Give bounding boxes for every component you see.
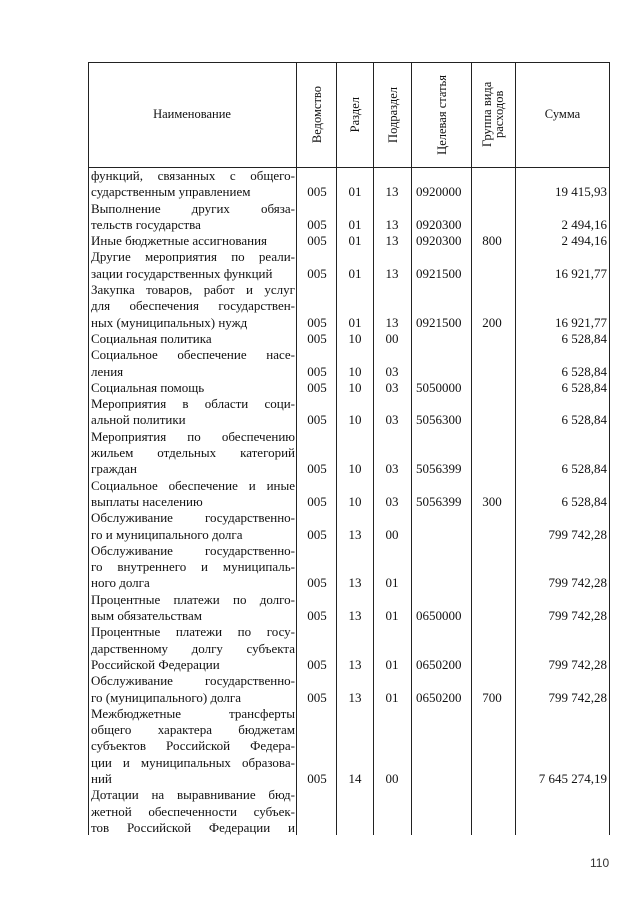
cell-celevaya: 0650200	[416, 689, 462, 705]
table-row	[88, 706, 610, 787]
cell-summa: 6 528,84	[561, 412, 607, 428]
table-row	[88, 478, 610, 511]
row-name-line: дарственному долгу субъекта	[91, 640, 295, 656]
cell-podrazdel: 13	[385, 233, 399, 249]
cell-summa: 7 645 274,19	[538, 770, 607, 786]
row-name	[88, 396, 295, 429]
row-name-line: Обслуживание государственно-	[91, 673, 295, 689]
row-name	[88, 331, 295, 347]
table-row	[88, 168, 610, 201]
row-name-line: Иные бюджетные ассигнования	[91, 233, 268, 249]
cell-celevaya: 0650200	[416, 656, 462, 672]
page-number: 110	[590, 856, 610, 870]
cell-celevaya: 5056399	[416, 493, 462, 509]
table-row	[88, 787, 610, 836]
cell-celevaya: 0920300	[416, 233, 462, 249]
cell-ved: 005	[307, 526, 327, 542]
cell-summa: 6 528,84	[561, 493, 607, 509]
cell-razdel: 13	[348, 526, 362, 542]
cell-ved: 005	[307, 265, 327, 281]
cell-celevaya: 5056399	[416, 461, 462, 477]
row-name-line: Процентные платежи по долго-	[91, 591, 295, 607]
cell-razdel: 10	[348, 363, 362, 379]
table-row	[88, 510, 610, 543]
cell-summa: 799 742,28	[548, 526, 607, 542]
row-name	[88, 624, 295, 673]
cell-razdel: 13	[348, 575, 362, 591]
row-name-line: тов Российской Федерации и	[91, 819, 295, 835]
row-name	[88, 673, 295, 706]
cell-podrazdel: 01	[385, 575, 399, 591]
row-name-line: Выполнение других обяза-	[91, 200, 295, 216]
cell-podrazdel: 00	[385, 526, 399, 542]
row-name-line: Обслуживание государственно-	[91, 510, 295, 526]
cell-podrazdel: 13	[385, 265, 399, 281]
cell-summa: 2 494,16	[561, 216, 607, 232]
table-row	[88, 380, 610, 396]
cell-ved: 005	[307, 412, 327, 428]
cell-summa: 16 921,77	[555, 265, 607, 281]
cell-celevaya: 5050000	[416, 379, 462, 395]
row-name-line: ления	[91, 363, 124, 379]
cell-podrazdel: 03	[385, 412, 399, 428]
row-name-line: Процентные платежи по госу-	[91, 624, 295, 640]
cell-ved: 005	[307, 656, 327, 672]
cell-gruppa: 800	[482, 233, 502, 249]
row-name	[88, 478, 295, 511]
cell-summa: 2 494,16	[561, 233, 607, 249]
row-name-line: ний	[91, 770, 112, 786]
row-name-line: Обслуживание государственно-	[91, 542, 295, 558]
header-podrazdel: Подраздел	[385, 86, 400, 143]
cell-podrazdel: 01	[385, 689, 399, 705]
cell-celevaya: 0921500	[416, 265, 462, 281]
cell-razdel: 13	[348, 608, 362, 624]
row-name-line: Закупка товаров, работ и услуг	[91, 282, 295, 298]
row-name-line: ции и муниципальных образова-	[91, 754, 295, 770]
table-row	[88, 201, 610, 234]
row-name-line: общего характера бюджетам	[91, 722, 295, 738]
row-name-line: Межбюджетные трансферты	[91, 705, 295, 721]
row-name-line: Социальное обеспечение и иные	[91, 477, 295, 493]
row-name	[88, 429, 295, 478]
row-name	[88, 282, 295, 331]
cell-celevaya: 0921500	[416, 314, 462, 330]
row-name-line: выплаты населению	[91, 493, 203, 509]
cell-summa: 6 528,84	[561, 330, 607, 346]
cell-podrazdel: 03	[385, 461, 399, 477]
header-razdel: Раздел	[348, 96, 362, 133]
row-name-line: функций, связанных с общего-	[91, 168, 295, 183]
cell-podrazdel: 13	[385, 184, 399, 200]
cell-celevaya: 5056300	[416, 412, 462, 428]
row-name-line: ного долга	[91, 575, 150, 591]
row-name	[88, 233, 295, 249]
table-row	[88, 624, 610, 673]
row-name-line: альной политики	[91, 412, 186, 428]
row-name-line: Социальная помощь	[91, 379, 205, 395]
row-name-line: ных (муниципальных) нужд	[91, 314, 248, 330]
cell-podrazdel: 03	[385, 493, 399, 509]
row-name-line: зации государственных функций	[91, 265, 273, 281]
cell-ved: 005	[307, 216, 327, 232]
cell-celevaya: 0920300	[416, 216, 462, 232]
row-name-line: для обеспечения государствен-	[91, 298, 295, 314]
cell-summa: 6 528,84	[561, 379, 607, 395]
row-name	[88, 787, 295, 836]
row-name-line: сударственным управлением	[91, 184, 251, 200]
cell-podrazdel: 03	[385, 379, 399, 395]
header-summa: Сумма	[544, 107, 581, 121]
table-row	[88, 282, 610, 331]
cell-summa: 799 742,28	[548, 689, 607, 705]
cell-razdel: 13	[348, 656, 362, 672]
cell-summa: 6 528,84	[561, 461, 607, 477]
cell-razdel: 01	[348, 216, 362, 232]
row-name	[88, 249, 295, 282]
row-name	[88, 706, 295, 787]
cell-ved: 005	[307, 689, 327, 705]
cell-gruppa: 200	[482, 314, 502, 330]
table-row	[88, 249, 610, 282]
row-name-line: Дотации на выравнивание бюд-	[91, 787, 295, 803]
header-gruppa: Группа вида расходов	[479, 81, 506, 148]
row-name	[88, 543, 295, 592]
row-name	[88, 347, 295, 380]
table-row	[88, 233, 610, 249]
table-row	[88, 331, 610, 347]
header-celevaya: Целевая статья	[434, 74, 449, 155]
row-name-line: субъектов Российской Федера-	[91, 738, 295, 754]
cell-razdel: 14	[348, 770, 362, 786]
row-name-line: граждан	[91, 461, 137, 477]
row-name-line: Российской Федерации	[91, 656, 220, 672]
cell-razdel: 10	[348, 330, 362, 346]
cell-gruppa: 300	[482, 493, 502, 509]
cell-razdel: 10	[348, 493, 362, 509]
cell-razdel: 01	[348, 314, 362, 330]
cell-podrazdel: 01	[385, 656, 399, 672]
table-body	[88, 168, 610, 836]
cell-razdel: 10	[348, 412, 362, 428]
header-ved: Ведомство	[309, 85, 324, 144]
row-name-line: жильем отдельных категорий	[91, 445, 295, 461]
row-name	[88, 380, 295, 396]
cell-razdel: 01	[348, 184, 362, 200]
cell-razdel: 01	[348, 233, 362, 249]
cell-celevaya: 0920000	[416, 184, 462, 200]
table-row	[88, 673, 610, 706]
cell-celevaya: 0650000	[416, 608, 462, 624]
cell-summa: 799 742,28	[548, 608, 607, 624]
row-name-line: го (муниципального) долга	[91, 689, 241, 705]
cell-summa: 799 742,28	[548, 575, 607, 591]
row-name-line: вым обязательствам	[91, 608, 202, 624]
cell-razdel: 01	[348, 265, 362, 281]
table-row	[88, 347, 610, 380]
cell-ved: 005	[307, 233, 327, 249]
cell-ved: 005	[307, 314, 327, 330]
cell-summa: 16 921,77	[555, 314, 607, 330]
cell-podrazdel: 13	[385, 216, 399, 232]
row-name-line: го и муниципального долга	[91, 526, 243, 542]
cell-ved: 005	[307, 575, 327, 591]
row-name-line: жетной обеспеченности субъек-	[91, 803, 295, 819]
table-row	[88, 592, 610, 625]
cell-ved: 005	[307, 379, 327, 395]
cell-ved: 005	[307, 493, 327, 509]
row-name-line: го внутреннего и муниципаль-	[91, 559, 295, 575]
row-name	[88, 168, 295, 201]
cell-gruppa: 700	[482, 689, 502, 705]
row-name-line: Мероприятия по обеспечению	[91, 428, 295, 444]
header-name: Наименование	[153, 107, 231, 121]
cell-ved: 005	[307, 184, 327, 200]
cell-summa: 799 742,28	[548, 656, 607, 672]
cell-podrazdel: 13	[385, 314, 399, 330]
cell-ved: 005	[307, 330, 327, 346]
row-name-line: тельств государства	[91, 216, 201, 232]
cell-podrazdel: 01	[385, 608, 399, 624]
table-row	[88, 429, 610, 478]
cell-ved: 005	[307, 608, 327, 624]
cell-ved: 005	[307, 461, 327, 477]
cell-podrazdel: 03	[385, 363, 399, 379]
row-name	[88, 592, 295, 625]
cell-razdel: 13	[348, 689, 362, 705]
budget-table	[88, 62, 610, 835]
cell-podrazdel: 00	[385, 330, 399, 346]
row-name-line: Мероприятия в области соци-	[91, 396, 295, 412]
cell-podrazdel: 00	[385, 770, 399, 786]
row-name-line: Другие мероприятия по реали-	[91, 249, 295, 265]
row-name-line: Социальная политика	[91, 330, 212, 346]
cell-ved: 005	[307, 363, 327, 379]
cell-razdel: 10	[348, 379, 362, 395]
cell-razdel: 10	[348, 461, 362, 477]
table-row	[88, 396, 610, 429]
row-name	[88, 510, 295, 543]
row-name-line: Социальное обеспечение насе-	[91, 347, 295, 363]
row-name	[88, 201, 295, 234]
cell-summa: 6 528,84	[561, 363, 607, 379]
cell-ved: 005	[307, 770, 327, 786]
cell-summa: 19 415,93	[555, 184, 607, 200]
table-row	[88, 543, 610, 592]
